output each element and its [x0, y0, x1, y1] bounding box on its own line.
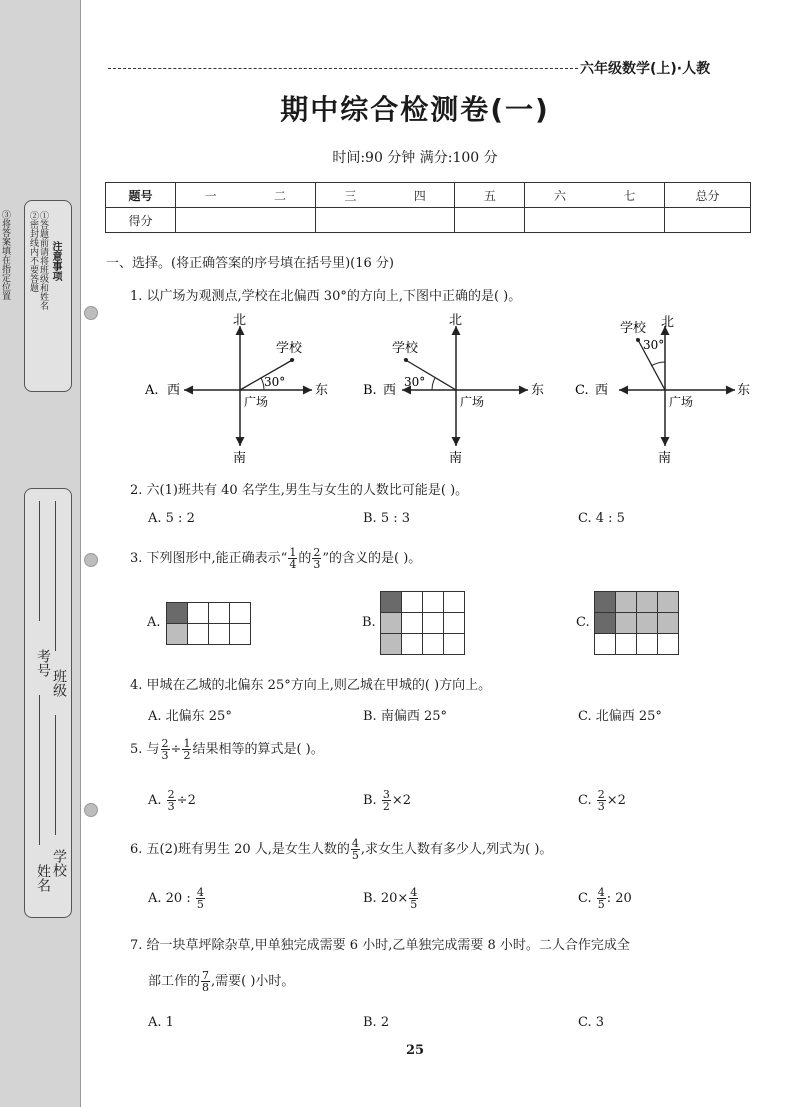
q6-option-c[interactable]: C. $\frac{4}{5}$ : 20: [578, 886, 632, 911]
header-cell: 七: [595, 183, 665, 208]
name-label: 姓名: [35, 864, 51, 892]
q3-grid-b: [380, 591, 465, 655]
exam-meta: 时间:90 分钟 满分:100 分: [332, 150, 498, 166]
west-label: 西: [167, 383, 181, 398]
binding-hole: [84, 306, 98, 320]
score-cell[interactable]: [175, 208, 315, 233]
score-table: [105, 182, 751, 233]
q2-option-c[interactable]: C. 4 : 5: [578, 511, 625, 526]
header-cell: 总分: [665, 183, 751, 208]
question-7-line-1: 7. 给一块草坪除杂草,甲单独完成需要 6 小时,乙单独完成需要 8 小时。二人合作完成全: [130, 938, 630, 953]
question-1: 1. 以广场为观测点,学校在北偏西 30°的方向上,下图中正确的是( )。: [130, 289, 522, 304]
q6-option-b[interactable]: B. 20× $\frac{4}{5}$: [363, 886, 418, 911]
q2-option-b[interactable]: B. 5 : 3: [363, 511, 411, 526]
q5-option-a[interactable]: A. $\frac{2}{3}$ ÷2: [148, 788, 196, 813]
page-number: 25: [405, 1043, 425, 1058]
header-cell: 五: [455, 183, 525, 208]
notes-box: [24, 200, 72, 392]
question-4: 4. 甲城在乙城的北偏东 25°方向上,则乙城在甲城的( )方向上。: [130, 678, 492, 693]
q5-option-c[interactable]: C. $\frac{2}{3}$ ×2: [578, 788, 626, 813]
north-label: 北: [661, 315, 675, 330]
note-3: ③将答案填在指定位置: [0, 210, 10, 300]
header-cell: 二: [245, 183, 315, 208]
angle-label: 30°: [404, 375, 426, 389]
header-cell: 一: [175, 183, 245, 208]
east-label: 东: [315, 383, 329, 398]
note-2: ②密封线内不要答题: [28, 211, 38, 292]
angle-label: 30°: [264, 375, 286, 389]
compass-diagram-a: [140, 312, 330, 467]
square-label: 广场: [244, 395, 269, 409]
score-cell[interactable]: [665, 208, 751, 233]
book-label: 六年级数学(上)·人教: [580, 61, 711, 77]
q3-grid-a: [166, 602, 251, 645]
note-1: ①答题前请将班级和姓名: [38, 211, 48, 310]
compass-diagram-c: [575, 312, 765, 467]
q7-option-c[interactable]: C. 3: [578, 1015, 605, 1030]
q3-option-b-label[interactable]: B.: [362, 615, 376, 630]
square-label: 广场: [669, 395, 694, 409]
q3-option-a-label[interactable]: A.: [147, 615, 161, 630]
west-label: 西: [595, 383, 609, 398]
east-label: 东: [737, 383, 751, 398]
north-label: 北: [449, 313, 463, 328]
score-cell[interactable]: [315, 208, 455, 233]
score-cell[interactable]: [455, 208, 525, 233]
score-cell[interactable]: [525, 208, 665, 233]
q2-option-a[interactable]: A. 5 : 2: [148, 511, 195, 526]
notes-title: 注意事项: [50, 241, 61, 281]
option-c-label: C.: [575, 383, 589, 398]
info-box: [24, 488, 72, 918]
question-3: 3. 下列图形中,能正确表示“ $\frac{1}{4}$ 的 $\frac{2}{3}$ ”的含义的是( )。: [130, 546, 422, 571]
option-b-label: B.: [363, 383, 377, 398]
section-heading: 一、选择。(将正确答案的序号填在括号里)(16 分): [106, 256, 394, 271]
school-label: 学校: [276, 341, 303, 356]
q7-option-b[interactable]: B. 2: [363, 1015, 390, 1030]
question-7-line-2: 部工作的 $\frac{7}{8}$ ,需要( )小时。: [148, 969, 295, 994]
q5-option-b[interactable]: B. $\frac{3}{2}$ ×2: [363, 788, 411, 813]
east-label: 东: [531, 383, 545, 398]
header-cell: 六: [525, 183, 595, 208]
page-title: 期中综合检测卷(一): [280, 93, 550, 126]
south-label: 南: [233, 451, 247, 466]
q7-option-a[interactable]: A. 1: [148, 1015, 174, 1030]
north-label: 北: [233, 313, 247, 328]
square-label: 广场: [460, 395, 485, 409]
option-a-label: A.: [145, 383, 159, 398]
question-2: 2. 六(1)班共有 40 名学生,男生与女生的人数比可能是( )。: [130, 483, 469, 498]
west-label: 西: [383, 383, 397, 398]
q3-option-c-label[interactable]: C.: [576, 615, 590, 630]
header-cell: 四: [385, 183, 455, 208]
compass-diagram-b: [358, 312, 548, 467]
q4-option-a[interactable]: A. 北偏东 25°: [148, 709, 232, 724]
south-label: 南: [658, 451, 672, 466]
exam-no-label: 考号: [35, 649, 51, 677]
question-6: 6. 五(2)班有男生 20 人,是女生人数的 $\frac{4}{5}$ ,求女生人数有多少人,列式为( )。: [130, 837, 553, 862]
class-label: 班级: [51, 669, 67, 697]
header-cell: 三: [315, 183, 385, 208]
score-header-row: [106, 183, 751, 208]
angle-label: 30°: [643, 338, 665, 352]
q3-grid-c: [594, 591, 679, 655]
school-label: 学校: [51, 849, 67, 877]
school-label: 学校: [620, 321, 647, 336]
school-label: 学校: [392, 341, 419, 356]
score-label: 得分: [106, 208, 176, 233]
q6-option-a[interactable]: A. 20 : $\frac{4}{5}$: [148, 886, 204, 911]
header-cell: 题号: [106, 183, 176, 208]
binding-hole: [84, 553, 98, 567]
score-row: [106, 208, 751, 233]
header-dashed-line: [108, 68, 578, 69]
question-5: 5. 与 $\frac{2}{3}$ ÷ $\frac{1}{2}$ 结果相等的算式是( )。: [130, 737, 324, 762]
q4-option-b[interactable]: B. 南偏西 25°: [363, 709, 447, 724]
q4-option-c[interactable]: C. 北偏西 25°: [578, 709, 662, 724]
binding-hole: [84, 803, 98, 817]
south-label: 南: [449, 451, 463, 466]
